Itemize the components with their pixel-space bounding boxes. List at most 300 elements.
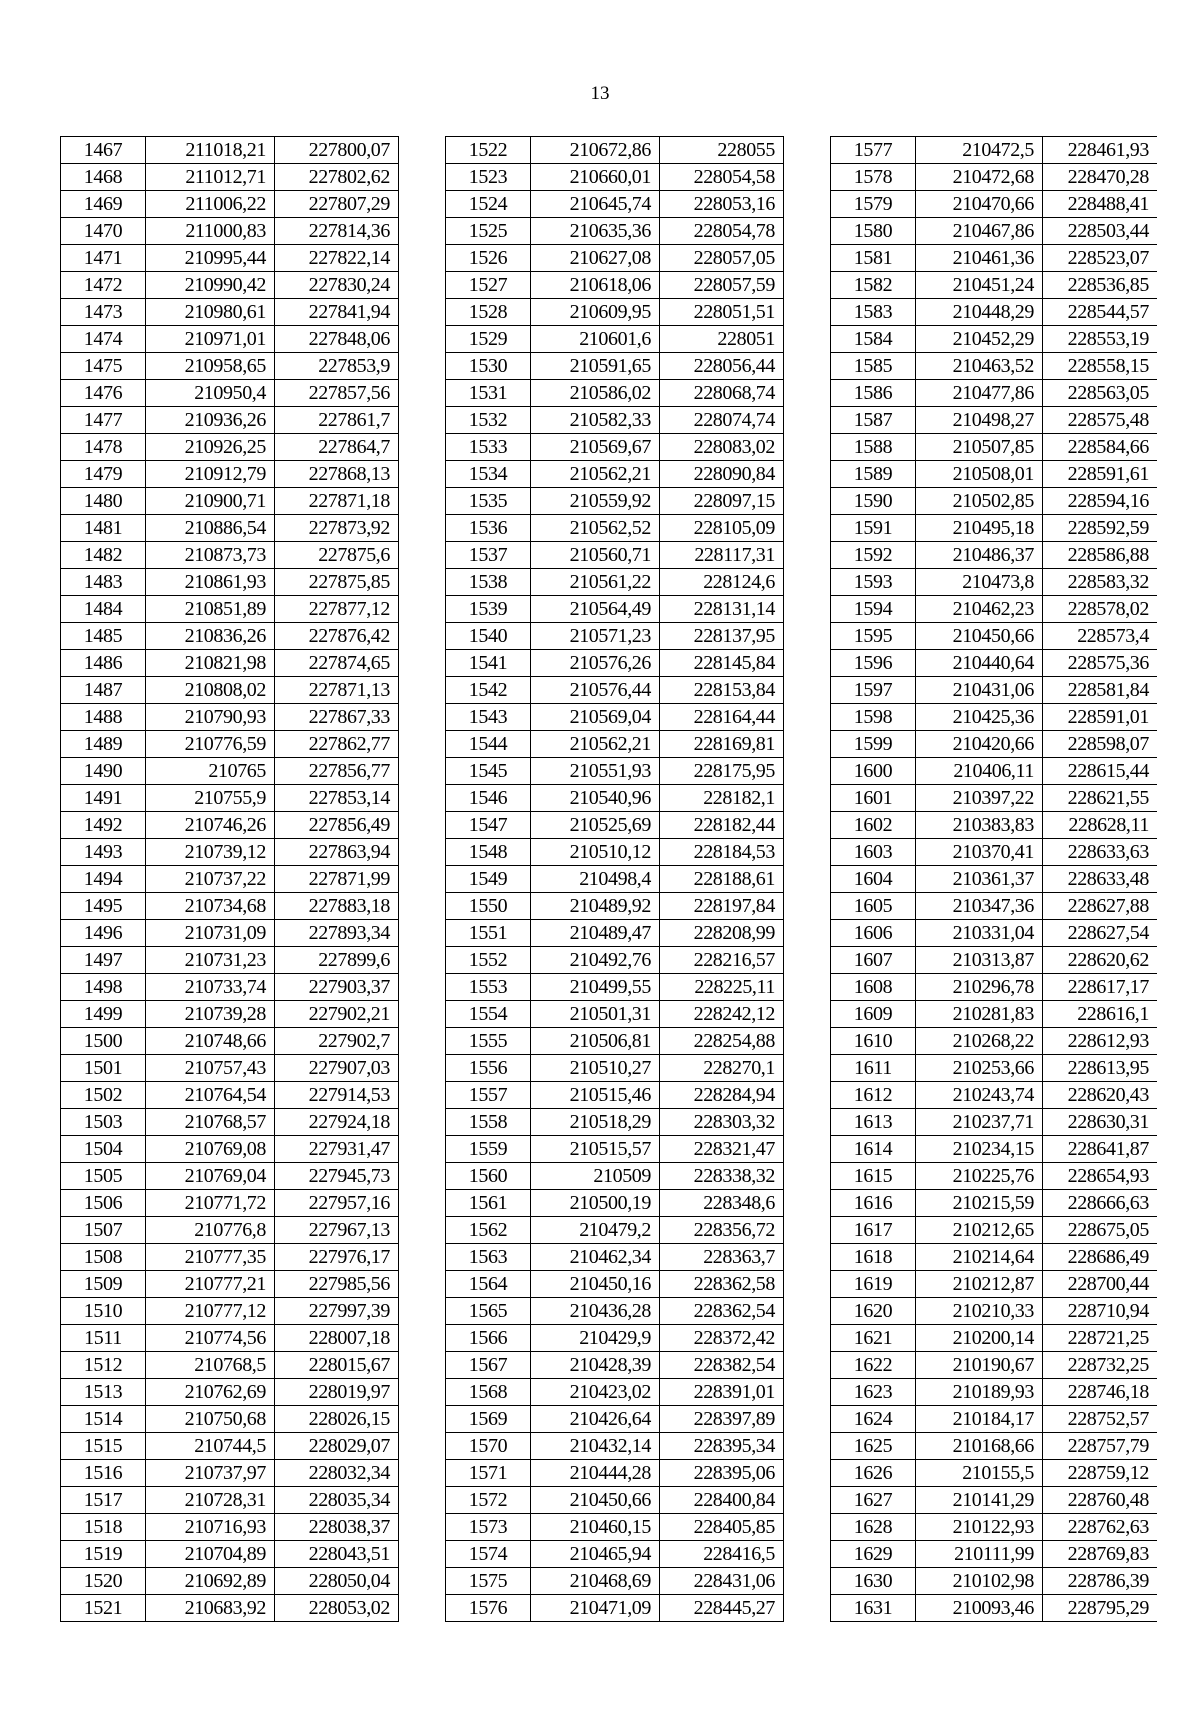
y-coordinate-cell: 228615,44 bbox=[1043, 758, 1158, 785]
table-row bbox=[446, 731, 784, 758]
x-coordinate-cell: 210499,55 bbox=[531, 974, 660, 1001]
y-coordinate-cell: 228056,44 bbox=[660, 353, 784, 380]
table-row bbox=[446, 1379, 784, 1406]
table-row bbox=[831, 677, 1158, 704]
table-row bbox=[446, 1433, 784, 1460]
x-coordinate-cell: 210472,68 bbox=[916, 164, 1043, 191]
y-coordinate-cell: 228057,05 bbox=[660, 245, 784, 272]
table-row bbox=[61, 1190, 399, 1217]
point-number-cell: 1611 bbox=[831, 1055, 916, 1082]
x-coordinate-cell: 210428,39 bbox=[531, 1352, 660, 1379]
table-row bbox=[446, 191, 784, 218]
table-row bbox=[831, 947, 1158, 974]
table-row bbox=[61, 1082, 399, 1109]
point-number-cell: 1559 bbox=[446, 1136, 531, 1163]
point-number-cell: 1581 bbox=[831, 245, 916, 272]
x-coordinate-cell: 210958,65 bbox=[146, 353, 275, 380]
table-row bbox=[446, 893, 784, 920]
point-number-cell: 1564 bbox=[446, 1271, 531, 1298]
point-number-cell: 1553 bbox=[446, 974, 531, 1001]
x-coordinate-cell: 211000,83 bbox=[146, 218, 275, 245]
x-coordinate-cell: 210253,66 bbox=[916, 1055, 1043, 1082]
point-number-cell: 1592 bbox=[831, 542, 916, 569]
table-row bbox=[831, 1055, 1158, 1082]
table-row bbox=[446, 1406, 784, 1433]
y-coordinate-cell: 228630,31 bbox=[1043, 1109, 1158, 1136]
x-coordinate-cell: 210212,65 bbox=[916, 1217, 1043, 1244]
y-coordinate-cell: 228083,02 bbox=[660, 434, 784, 461]
table-row bbox=[446, 1163, 784, 1190]
x-coordinate-cell: 210472,5 bbox=[916, 137, 1043, 164]
point-number-cell: 1503 bbox=[61, 1109, 146, 1136]
y-coordinate-cell: 228055 bbox=[660, 137, 784, 164]
x-coordinate-cell: 210444,28 bbox=[531, 1460, 660, 1487]
table-row bbox=[61, 812, 399, 839]
table-row bbox=[446, 380, 784, 407]
x-coordinate-cell: 210808,02 bbox=[146, 677, 275, 704]
x-coordinate-cell: 210776,59 bbox=[146, 731, 275, 758]
table-row bbox=[831, 893, 1158, 920]
table-row bbox=[61, 137, 399, 164]
table-row bbox=[61, 380, 399, 407]
point-number-cell: 1565 bbox=[446, 1298, 531, 1325]
table-row bbox=[831, 1379, 1158, 1406]
point-number-cell: 1470 bbox=[61, 218, 146, 245]
point-number-cell: 1558 bbox=[446, 1109, 531, 1136]
y-coordinate-cell: 228769,83 bbox=[1043, 1541, 1158, 1568]
table-row bbox=[446, 1109, 784, 1136]
y-coordinate-cell: 228759,12 bbox=[1043, 1460, 1158, 1487]
y-coordinate-cell: 227830,24 bbox=[275, 272, 399, 299]
point-number-cell: 1471 bbox=[61, 245, 146, 272]
x-coordinate-cell: 210540,96 bbox=[531, 785, 660, 812]
y-coordinate-cell: 227876,42 bbox=[275, 623, 399, 650]
table-row bbox=[831, 299, 1158, 326]
y-coordinate-cell: 227985,56 bbox=[275, 1271, 399, 1298]
x-coordinate-cell: 210692,89 bbox=[146, 1568, 275, 1595]
x-coordinate-cell: 210313,87 bbox=[916, 947, 1043, 974]
table-row bbox=[446, 650, 784, 677]
point-number-cell: 1571 bbox=[446, 1460, 531, 1487]
table-row bbox=[61, 1298, 399, 1325]
x-coordinate-cell: 210506,81 bbox=[531, 1028, 660, 1055]
y-coordinate-cell: 228356,72 bbox=[660, 1217, 784, 1244]
table-row bbox=[831, 218, 1158, 245]
point-number-cell: 1629 bbox=[831, 1541, 916, 1568]
point-number-cell: 1588 bbox=[831, 434, 916, 461]
y-coordinate-cell: 228032,34 bbox=[275, 1460, 399, 1487]
x-coordinate-cell: 210225,76 bbox=[916, 1163, 1043, 1190]
y-coordinate-cell: 228700,44 bbox=[1043, 1271, 1158, 1298]
point-number-cell: 1477 bbox=[61, 407, 146, 434]
y-coordinate-cell: 227848,06 bbox=[275, 326, 399, 353]
x-coordinate-cell: 210515,57 bbox=[531, 1136, 660, 1163]
table-row bbox=[831, 245, 1158, 272]
table-row bbox=[831, 758, 1158, 785]
x-coordinate-cell: 210383,83 bbox=[916, 812, 1043, 839]
point-number-cell: 1544 bbox=[446, 731, 531, 758]
table-row bbox=[446, 1298, 784, 1325]
table-row bbox=[61, 1109, 399, 1136]
x-coordinate-cell: 210093,46 bbox=[916, 1595, 1043, 1622]
table-row bbox=[446, 1244, 784, 1271]
table-row bbox=[61, 515, 399, 542]
y-coordinate-cell: 228503,44 bbox=[1043, 218, 1158, 245]
y-coordinate-cell: 228051 bbox=[660, 326, 784, 353]
x-coordinate-cell: 210576,26 bbox=[531, 650, 660, 677]
point-number-cell: 1527 bbox=[446, 272, 531, 299]
table-row bbox=[446, 272, 784, 299]
table-row bbox=[831, 1406, 1158, 1433]
page-number: 13 bbox=[590, 83, 610, 104]
y-coordinate-cell: 228035,34 bbox=[275, 1487, 399, 1514]
y-coordinate-cell: 228397,89 bbox=[660, 1406, 784, 1433]
y-coordinate-cell: 228208,99 bbox=[660, 920, 784, 947]
table-row bbox=[831, 866, 1158, 893]
table-row bbox=[61, 974, 399, 1001]
table-row bbox=[831, 569, 1158, 596]
y-coordinate-cell: 228270,1 bbox=[660, 1055, 784, 1082]
table-row bbox=[61, 1568, 399, 1595]
point-number-cell: 1607 bbox=[831, 947, 916, 974]
point-number-cell: 1580 bbox=[831, 218, 916, 245]
table-row bbox=[446, 866, 784, 893]
table-row bbox=[61, 1163, 399, 1190]
x-coordinate-cell: 210768,5 bbox=[146, 1352, 275, 1379]
y-coordinate-cell: 228620,62 bbox=[1043, 947, 1158, 974]
y-coordinate-cell: 228029,07 bbox=[275, 1433, 399, 1460]
point-number-cell: 1525 bbox=[446, 218, 531, 245]
y-coordinate-cell: 228732,25 bbox=[1043, 1352, 1158, 1379]
point-number-cell: 1498 bbox=[61, 974, 146, 1001]
point-number-cell: 1517 bbox=[61, 1487, 146, 1514]
x-coordinate-cell: 210210,33 bbox=[916, 1298, 1043, 1325]
table-row bbox=[831, 353, 1158, 380]
table-row bbox=[831, 407, 1158, 434]
y-coordinate-cell: 228400,84 bbox=[660, 1487, 784, 1514]
x-coordinate-cell: 210744,5 bbox=[146, 1433, 275, 1460]
x-coordinate-cell: 210515,46 bbox=[531, 1082, 660, 1109]
table-row bbox=[446, 812, 784, 839]
point-number-cell: 1622 bbox=[831, 1352, 916, 1379]
table-row bbox=[61, 785, 399, 812]
point-number-cell: 1522 bbox=[446, 137, 531, 164]
table-row bbox=[61, 920, 399, 947]
table-row bbox=[831, 1001, 1158, 1028]
point-number-cell: 1509 bbox=[61, 1271, 146, 1298]
table-row bbox=[61, 623, 399, 650]
x-coordinate-cell: 210184,17 bbox=[916, 1406, 1043, 1433]
point-number-cell: 1591 bbox=[831, 515, 916, 542]
y-coordinate-cell: 228362,58 bbox=[660, 1271, 784, 1298]
y-coordinate-cell: 228175,95 bbox=[660, 758, 784, 785]
table-row bbox=[831, 704, 1158, 731]
point-number-cell: 1572 bbox=[446, 1487, 531, 1514]
point-number-cell: 1485 bbox=[61, 623, 146, 650]
point-number-cell: 1519 bbox=[61, 1541, 146, 1568]
y-coordinate-cell: 228053,16 bbox=[660, 191, 784, 218]
point-number-cell: 1552 bbox=[446, 947, 531, 974]
coordinate-table-2 bbox=[445, 136, 784, 1622]
y-coordinate-cell: 227864,7 bbox=[275, 434, 399, 461]
x-coordinate-cell: 210212,87 bbox=[916, 1271, 1043, 1298]
point-number-cell: 1516 bbox=[61, 1460, 146, 1487]
table-row bbox=[831, 1244, 1158, 1271]
point-number-cell: 1481 bbox=[61, 515, 146, 542]
table-row bbox=[446, 1217, 784, 1244]
x-coordinate-cell: 210451,24 bbox=[916, 272, 1043, 299]
table-row bbox=[831, 1298, 1158, 1325]
point-number-cell: 1612 bbox=[831, 1082, 916, 1109]
table-row bbox=[446, 1568, 784, 1595]
point-number-cell: 1630 bbox=[831, 1568, 916, 1595]
table-row bbox=[61, 731, 399, 758]
point-number-cell: 1536 bbox=[446, 515, 531, 542]
x-coordinate-cell: 211012,71 bbox=[146, 164, 275, 191]
x-coordinate-cell: 210448,29 bbox=[916, 299, 1043, 326]
y-coordinate-cell: 227861,7 bbox=[275, 407, 399, 434]
x-coordinate-cell: 210764,54 bbox=[146, 1082, 275, 1109]
x-coordinate-cell: 210586,02 bbox=[531, 380, 660, 407]
x-coordinate-cell: 210576,44 bbox=[531, 677, 660, 704]
y-coordinate-cell: 228090,84 bbox=[660, 461, 784, 488]
x-coordinate-cell: 210716,93 bbox=[146, 1514, 275, 1541]
table-row bbox=[446, 920, 784, 947]
table-row bbox=[61, 1325, 399, 1352]
x-coordinate-cell: 210501,31 bbox=[531, 1001, 660, 1028]
y-coordinate-cell: 227976,17 bbox=[275, 1244, 399, 1271]
y-coordinate-cell: 228105,09 bbox=[660, 515, 784, 542]
table-row bbox=[831, 650, 1158, 677]
x-coordinate-cell: 210168,66 bbox=[916, 1433, 1043, 1460]
point-number-cell: 1488 bbox=[61, 704, 146, 731]
y-coordinate-cell: 228795,29 bbox=[1043, 1595, 1158, 1622]
y-coordinate-cell: 227841,94 bbox=[275, 299, 399, 326]
y-coordinate-cell: 228598,07 bbox=[1043, 731, 1158, 758]
point-number-cell: 1541 bbox=[446, 650, 531, 677]
y-coordinate-cell: 228124,6 bbox=[660, 569, 784, 596]
point-number-cell: 1602 bbox=[831, 812, 916, 839]
y-coordinate-cell: 227807,29 bbox=[275, 191, 399, 218]
point-number-cell: 1505 bbox=[61, 1163, 146, 1190]
x-coordinate-cell: 210426,64 bbox=[531, 1406, 660, 1433]
table-row bbox=[61, 893, 399, 920]
table-row bbox=[831, 164, 1158, 191]
point-number-cell: 1561 bbox=[446, 1190, 531, 1217]
y-coordinate-cell: 228068,74 bbox=[660, 380, 784, 407]
y-coordinate-cell: 228184,53 bbox=[660, 839, 784, 866]
point-number-cell: 1518 bbox=[61, 1514, 146, 1541]
y-coordinate-cell: 228391,01 bbox=[660, 1379, 784, 1406]
point-number-cell: 1610 bbox=[831, 1028, 916, 1055]
point-number-cell: 1531 bbox=[446, 380, 531, 407]
table-row bbox=[446, 434, 784, 461]
point-number-cell: 1502 bbox=[61, 1082, 146, 1109]
y-coordinate-cell: 228573,4 bbox=[1043, 623, 1158, 650]
x-coordinate-cell: 210660,01 bbox=[531, 164, 660, 191]
y-coordinate-cell: 228620,43 bbox=[1043, 1082, 1158, 1109]
y-coordinate-cell: 228710,94 bbox=[1043, 1298, 1158, 1325]
x-coordinate-cell: 210461,36 bbox=[916, 245, 1043, 272]
point-number-cell: 1539 bbox=[446, 596, 531, 623]
point-number-cell: 1595 bbox=[831, 623, 916, 650]
x-coordinate-cell: 210777,12 bbox=[146, 1298, 275, 1325]
table-row bbox=[61, 326, 399, 353]
x-coordinate-cell: 210460,15 bbox=[531, 1514, 660, 1541]
table-row bbox=[831, 272, 1158, 299]
x-coordinate-cell: 210777,21 bbox=[146, 1271, 275, 1298]
table-row bbox=[831, 1271, 1158, 1298]
y-coordinate-cell: 228054,58 bbox=[660, 164, 784, 191]
x-coordinate-cell: 210507,85 bbox=[916, 434, 1043, 461]
point-number-cell: 1573 bbox=[446, 1514, 531, 1541]
x-coordinate-cell: 210851,89 bbox=[146, 596, 275, 623]
y-coordinate-cell: 228675,05 bbox=[1043, 1217, 1158, 1244]
x-coordinate-cell: 210498,27 bbox=[916, 407, 1043, 434]
y-coordinate-cell: 227914,53 bbox=[275, 1082, 399, 1109]
y-coordinate-cell: 227822,14 bbox=[275, 245, 399, 272]
x-coordinate-cell: 210243,74 bbox=[916, 1082, 1043, 1109]
y-coordinate-cell: 227856,77 bbox=[275, 758, 399, 785]
point-number-cell: 1524 bbox=[446, 191, 531, 218]
y-coordinate-cell: 227883,18 bbox=[275, 893, 399, 920]
table-row bbox=[61, 1541, 399, 1568]
table-row bbox=[831, 731, 1158, 758]
point-number-cell: 1577 bbox=[831, 137, 916, 164]
table-row bbox=[446, 407, 784, 434]
table-row bbox=[446, 677, 784, 704]
point-number-cell: 1613 bbox=[831, 1109, 916, 1136]
x-coordinate-cell: 210495,18 bbox=[916, 515, 1043, 542]
point-number-cell: 1514 bbox=[61, 1406, 146, 1433]
point-number-cell: 1575 bbox=[446, 1568, 531, 1595]
point-number-cell: 1608 bbox=[831, 974, 916, 1001]
y-coordinate-cell: 228131,14 bbox=[660, 596, 784, 623]
table-row bbox=[831, 1082, 1158, 1109]
coordinate-table-1 bbox=[60, 136, 399, 1622]
point-number-cell: 1510 bbox=[61, 1298, 146, 1325]
x-coordinate-cell: 210477,86 bbox=[916, 380, 1043, 407]
x-coordinate-cell: 210525,69 bbox=[531, 812, 660, 839]
x-coordinate-cell: 210190,67 bbox=[916, 1352, 1043, 1379]
table-row bbox=[831, 1487, 1158, 1514]
point-number-cell: 1560 bbox=[446, 1163, 531, 1190]
point-number-cell: 1468 bbox=[61, 164, 146, 191]
point-number-cell: 1563 bbox=[446, 1244, 531, 1271]
table-row bbox=[831, 1460, 1158, 1487]
x-coordinate-cell: 210746,26 bbox=[146, 812, 275, 839]
point-number-cell: 1520 bbox=[61, 1568, 146, 1595]
y-coordinate-cell: 227875,6 bbox=[275, 542, 399, 569]
x-coordinate-cell: 210450,16 bbox=[531, 1271, 660, 1298]
table-row bbox=[831, 137, 1158, 164]
point-number-cell: 1566 bbox=[446, 1325, 531, 1352]
x-coordinate-cell: 210562,52 bbox=[531, 515, 660, 542]
y-coordinate-cell: 228621,55 bbox=[1043, 785, 1158, 812]
table-row bbox=[831, 1541, 1158, 1568]
y-coordinate-cell: 228254,88 bbox=[660, 1028, 784, 1055]
x-coordinate-cell: 210500,19 bbox=[531, 1190, 660, 1217]
point-number-cell: 1501 bbox=[61, 1055, 146, 1082]
y-coordinate-cell: 227875,85 bbox=[275, 569, 399, 596]
table-row bbox=[61, 1460, 399, 1487]
y-coordinate-cell: 228363,7 bbox=[660, 1244, 784, 1271]
table-row bbox=[446, 839, 784, 866]
point-number-cell: 1538 bbox=[446, 569, 531, 596]
x-coordinate-cell: 210757,43 bbox=[146, 1055, 275, 1082]
y-coordinate-cell: 228575,48 bbox=[1043, 407, 1158, 434]
table-row bbox=[446, 1001, 784, 1028]
table-row bbox=[831, 920, 1158, 947]
table-row bbox=[61, 569, 399, 596]
table-row bbox=[446, 1487, 784, 1514]
x-coordinate-cell: 210347,36 bbox=[916, 893, 1043, 920]
point-number-cell: 1494 bbox=[61, 866, 146, 893]
x-coordinate-cell: 210569,04 bbox=[531, 704, 660, 731]
point-number-cell: 1523 bbox=[446, 164, 531, 191]
point-number-cell: 1567 bbox=[446, 1352, 531, 1379]
table-row bbox=[831, 596, 1158, 623]
table-row bbox=[61, 1487, 399, 1514]
point-number-cell: 1532 bbox=[446, 407, 531, 434]
point-number-cell: 1534 bbox=[446, 461, 531, 488]
point-number-cell: 1546 bbox=[446, 785, 531, 812]
point-number-cell: 1472 bbox=[61, 272, 146, 299]
y-coordinate-cell: 227945,73 bbox=[275, 1163, 399, 1190]
table-row bbox=[61, 839, 399, 866]
point-number-cell: 1497 bbox=[61, 947, 146, 974]
x-coordinate-cell: 210777,35 bbox=[146, 1244, 275, 1271]
point-number-cell: 1547 bbox=[446, 812, 531, 839]
x-coordinate-cell: 210900,71 bbox=[146, 488, 275, 515]
x-coordinate-cell: 210980,61 bbox=[146, 299, 275, 326]
table-row bbox=[831, 623, 1158, 650]
table-row bbox=[446, 1190, 784, 1217]
point-number-cell: 1499 bbox=[61, 1001, 146, 1028]
x-coordinate-cell: 210200,14 bbox=[916, 1325, 1043, 1352]
x-coordinate-cell: 210769,04 bbox=[146, 1163, 275, 1190]
y-coordinate-cell: 228038,37 bbox=[275, 1514, 399, 1541]
x-coordinate-cell: 210635,36 bbox=[531, 218, 660, 245]
x-coordinate-cell: 210406,11 bbox=[916, 758, 1043, 785]
x-coordinate-cell: 210473,8 bbox=[916, 569, 1043, 596]
y-coordinate-cell: 228575,36 bbox=[1043, 650, 1158, 677]
table-row bbox=[61, 1352, 399, 1379]
y-coordinate-cell: 228627,88 bbox=[1043, 893, 1158, 920]
x-coordinate-cell: 210498,4 bbox=[531, 866, 660, 893]
table-row bbox=[446, 515, 784, 542]
point-number-cell: 1487 bbox=[61, 677, 146, 704]
x-coordinate-cell: 210508,01 bbox=[916, 461, 1043, 488]
table-row bbox=[446, 1271, 784, 1298]
y-coordinate-cell: 228164,44 bbox=[660, 704, 784, 731]
point-number-cell: 1615 bbox=[831, 1163, 916, 1190]
point-number-cell: 1587 bbox=[831, 407, 916, 434]
table-row bbox=[61, 1217, 399, 1244]
table-row bbox=[831, 839, 1158, 866]
x-coordinate-cell: 210861,93 bbox=[146, 569, 275, 596]
y-coordinate-cell: 228654,93 bbox=[1043, 1163, 1158, 1190]
x-coordinate-cell: 210429,9 bbox=[531, 1325, 660, 1352]
table-row bbox=[61, 650, 399, 677]
point-number-cell: 1506 bbox=[61, 1190, 146, 1217]
point-number-cell: 1482 bbox=[61, 542, 146, 569]
x-coordinate-cell: 210141,29 bbox=[916, 1487, 1043, 1514]
y-coordinate-cell: 228303,32 bbox=[660, 1109, 784, 1136]
y-coordinate-cell: 227802,62 bbox=[275, 164, 399, 191]
y-coordinate-cell: 228362,54 bbox=[660, 1298, 784, 1325]
x-coordinate-cell: 210551,93 bbox=[531, 758, 660, 785]
